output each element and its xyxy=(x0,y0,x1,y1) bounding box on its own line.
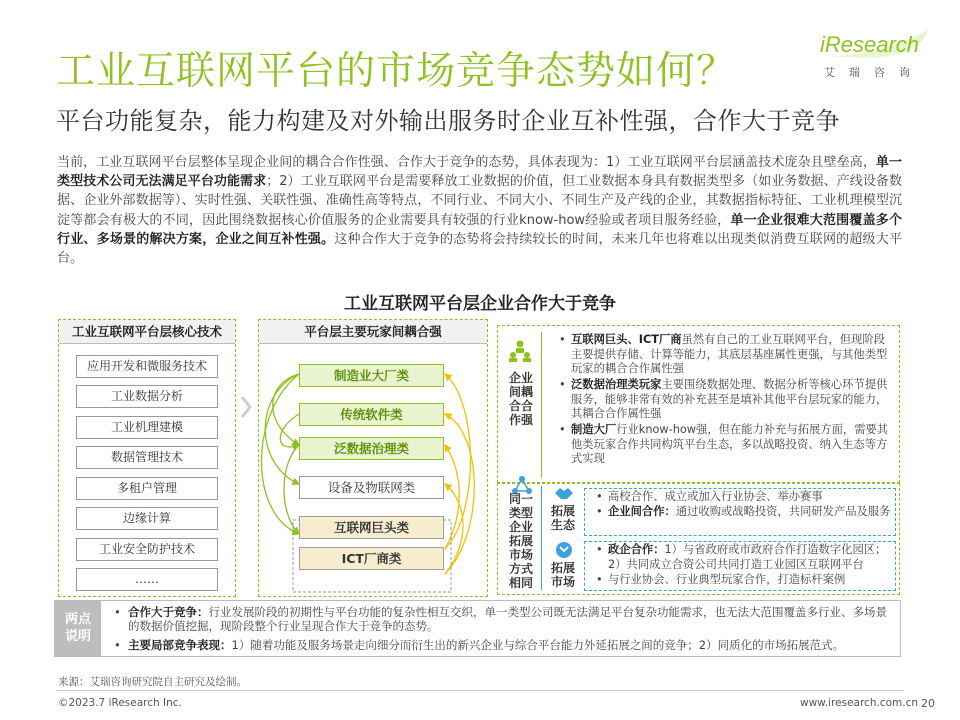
logo-subtitle: 艾瑞咨询 xyxy=(824,66,924,79)
eco-point: • 企业间合作：通过收购或战略投资，共同研发产品及服务 xyxy=(596,505,891,518)
coupling-point: • 制造大厂行业know-how强，但在能力补充与拓展方面，需要其他类玩家合作共同构筑平台生态，多以战略投资、纳入生态等方式实现 xyxy=(559,423,889,465)
player-ict: ICT厂商类 xyxy=(299,547,444,570)
handshake-icon xyxy=(554,484,574,502)
page-title: 工业互联网平台的市场竞争态势如何？ xyxy=(56,49,737,94)
core-tech-header: 工业互联网平台层核心技术 xyxy=(59,320,235,344)
notes-box xyxy=(54,600,901,657)
footer-divider xyxy=(56,690,904,691)
players-header: 平台层主要玩家间耦合强 xyxy=(259,320,487,344)
note-item: • 主要局部竞争表现：1）随着功能及服务场景走向细分而衍生出的新兴企业与综合平台能力外延拓展之间的竞争；2）同质化的市场拓展范式。 xyxy=(114,638,845,652)
intro-paragraph: 当前，工业互联网平台层整体呈现企业间的耦合合作性强、合作大于竞争的态势，具体表现为：1）工业互联网平台层涵盖技术庞杂且壁垒高，单一类型技术公司无法满足平台功能需求；2）工业互联网平台是需要释放工业数据的价值，但工业数据本身具有数据类型多（如业务数据、产线设备数据、企业外部数据等）、实时性强、关联性强、准确性高等特点，不同行业、不同大小、不同生产及产线的企业，其数据指标特征、工业机理模型沉淀等都会有极大的不同，因此围绕数据核心价值服务的企业需要具有较强的行业know-how经验或者项目服务经验，单一企业很难大范围覆盖多个行业、多场景的解决方案，企业之间互补性强。这种合作大于竞争的态势将会持续较长的时间，未来几年也将难以出现类似消费互联网的超级大平台。 xyxy=(57,155,902,267)
coupling-point: • 互联网巨头、ICT厂商虽然有自己的工业互联网平台，但现阶段主要提供存储、计算等能力，其底层基座属性更强，与其他类型玩家的耦合合作属性强 xyxy=(559,333,888,375)
eco-label: 拓展 生态 xyxy=(550,504,575,532)
player-internet-giant: 互联网巨头类 xyxy=(299,516,444,539)
page-number: 20 xyxy=(921,697,935,710)
page-subtitle: 平台功能复杂，能力构建及对外输出服务时企业互补性强，合作大于竞争 xyxy=(56,107,840,135)
website-link[interactable]: www.iresearch.com.cn xyxy=(800,697,919,709)
same-type-label: 同一 类型 企业 拓展 市场 方式 相同 xyxy=(508,492,533,590)
coupling-box xyxy=(497,325,900,483)
copyright: ©2023.7 iResearch Inc. xyxy=(58,697,182,709)
coupling-point: • 泛数据治理类玩家主要围绕数据处理、数据分析等核心环节提供服务，能够非常有效的补充甚至是填补其他平台层玩家的能力，其耦合合作属性强 xyxy=(559,378,888,420)
note-item: • 合作大于竞争：行业发展阶段的初期性与平台功能的复杂性相互交织，单一类型公司既无法满足平台复杂功能需求，也无法大范围覆盖多行业、多场景的数据价值挖掘，现阶段整个行业呈现合作大于竞争的态势。 xyxy=(114,605,887,633)
notes-label: 两点 说明 xyxy=(55,601,101,656)
tech-item: 多租户管理 xyxy=(76,477,218,500)
core-tech-panel xyxy=(58,319,236,597)
iresearch-logo xyxy=(812,28,930,86)
same-type-box xyxy=(497,483,900,595)
market-point: • 与行业协会、行业典型玩家合作，打造标杆案例 xyxy=(596,573,846,586)
chevron-right-icon xyxy=(240,395,254,419)
eco-point: • 高校合作、成立或加入行业协会、举办赛事 xyxy=(596,490,823,503)
market-icon xyxy=(554,541,574,559)
tech-item: 工业安全防护技术 xyxy=(76,538,218,561)
diagram-title: 工业互联网平台层企业合作大于竞争 xyxy=(344,294,616,314)
player-manufacturing: 制造业大厂类 xyxy=(299,364,444,387)
tech-item: 工业数据分析 xyxy=(76,385,218,408)
tech-item: 应用开发和微服务技术 xyxy=(76,355,218,378)
tech-item: 边缘计算 xyxy=(76,507,218,530)
market-point: • 政企合作：1）与省政府或市政府合作打造数字化园区；2）共同成立合资公司共同打造工业园区互联网平台 xyxy=(596,543,887,571)
tech-item: 工业机理建模 xyxy=(76,416,218,439)
market-label: 拓展 市场 xyxy=(550,561,575,589)
logo-wordmark: iResearch xyxy=(820,32,920,57)
source-note: 来源：艾瑞咨询研究院自主研究及绘制。 xyxy=(58,676,247,688)
coupling-label: 企业 间耦 合合 作强 xyxy=(508,371,533,427)
players-panel xyxy=(258,319,488,597)
player-iot: 设备及物联网类 xyxy=(299,476,444,499)
player-software: 传统软件类 xyxy=(299,403,444,426)
people-icon xyxy=(508,338,532,362)
player-data-governance: 泛数据治理类 xyxy=(299,437,444,460)
tech-item: 数据管理技术 xyxy=(76,446,218,469)
tech-item: …… xyxy=(76,568,218,591)
